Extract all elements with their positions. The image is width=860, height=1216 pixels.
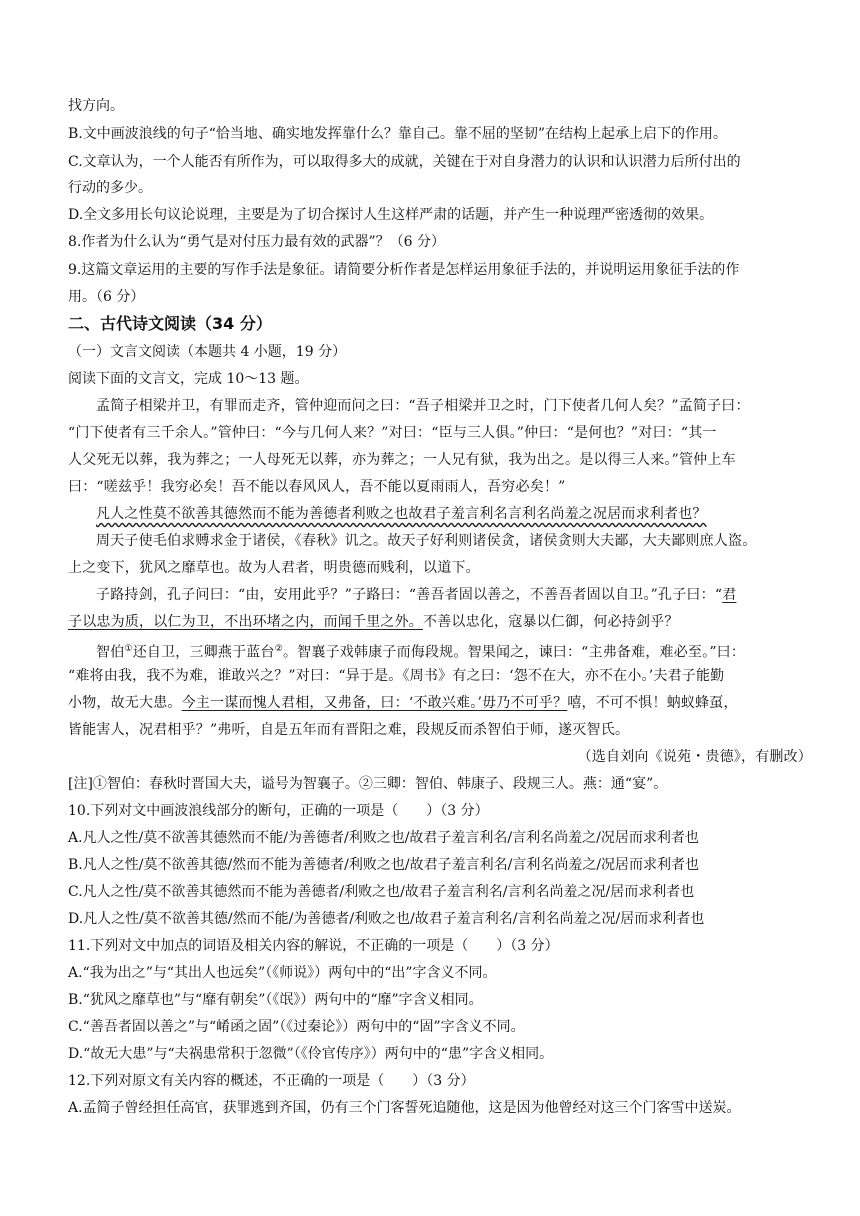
passage-text: 还自卫，三卿燕于蓝台	[132, 644, 275, 661]
passage-text: 智伯	[96, 644, 125, 661]
underlined-text: 今主一谋而愧人君相，又弗备，曰：‘不敢兴难。’毋乃不可乎？	[181, 695, 568, 711]
footnotes: [注]①智伯：春秋时晋国大夫，谥号为智襄子。②三卿：智伯、韩康子、段规三人。燕：通“宴”。	[68, 776, 668, 792]
question-9-cont: 用。（6 分）	[68, 289, 145, 305]
passage-source: （选自刘向《说苑・贵德》，有删改）	[577, 749, 812, 765]
passage-p4-line1	[96, 585, 736, 605]
option-c-cont: 行动的多少。	[68, 180, 152, 196]
option-c: C.文章认为，一个人能否有所作为，可以取得多大的成就，关键在于对自身潜力的认识和认识潜力后所付出的	[68, 154, 741, 170]
option-a-tail: 找方向。	[68, 98, 124, 114]
passage-text: 嘻，不可不惧！蚋蚁蜂虿，	[567, 695, 738, 711]
section-heading: 二、古代诗文阅读（34 分）	[68, 314, 272, 333]
passage-p4-line2	[68, 612, 679, 632]
passage-p5-line4: 皆能害人，况君相乎？”弗听，自是五年而有晋阳之难，段规反而杀智伯于师，遂灭智氏。	[68, 722, 630, 738]
question-9: 9.这篇文章运用的主要的写作手法是象征。请简要分析作者是怎样运用象征手法的，并说明运用象征手法的作	[68, 262, 740, 278]
q11-option-b: B.“犹风之靡草也”与“靡有朝矣”（《氓》）两句中的“靡”字含义相同。	[68, 992, 483, 1008]
q10-option-d: D.凡人之性/莫不欲善其德/然而不能/为善德者/利败之也/故君子羞言利名/言利名尚羞之况/居而求利者也	[68, 911, 705, 927]
question-12: 12.下列对原文有关内容的概述，不正确的一项是（ ）（3 分）	[68, 1073, 475, 1089]
passage-text: 小物，故无大患。	[68, 695, 182, 711]
subsection-heading: （一）文言文阅读（本题共 4 小题，19 分）	[68, 344, 347, 360]
underlined-text: 子以忠为质，以仁为卫，不出环堵之内，而闻千里之外。	[68, 614, 423, 630]
underlined-text: 君	[722, 587, 737, 603]
passage-p3-line1: 周天子使毛伯求赙求金于诸侯，《春秋》讥之。故天子好利则诸侯贪，诸侯贪则大夫鄙，大夫鄙则庶人盗。	[96, 533, 757, 549]
question-11: 11.下列对文中加点的词语及相关内容的解说，不正确的一项是（ ）（3 分）	[68, 938, 559, 954]
q10-option-c: C.凡人之性/莫不欲善其德然而不能为善德者/利败之也/故君子羞言利名/言利名尚羞之况/居而求利者也	[68, 884, 695, 900]
passage-text: 子路持剑，孔子问曰：“由，安用此乎？”子路曰：“善吾者固以善之，不善吾者固以自卫。”孔子曰：“	[96, 587, 723, 603]
passage-p2-wavy	[96, 504, 707, 524]
wavy-underlined-sentence: 凡人之性莫不欲善其德然而不能为善德者利败之也故君子羞言利名言利名尚羞之况居而求利者也？	[96, 506, 707, 522]
footnote-marker: ②	[274, 644, 283, 654]
q12-option-a: A.孟简子曾经担任高官，获罪逃到齐国，仍有三个门客誓死追随他，这是因为他曾经对这三个门客雪中送炭。	[68, 1100, 741, 1116]
passage-p5-line3	[68, 693, 738, 713]
question-10: 10.下列对文中画波浪线部分的断句，正确的一项是（ ）（3 分）	[68, 803, 489, 819]
passage-p1-line4: 曰：“嗟兹乎！我穷必矣！吾不能以春风风人，吾不能以夏雨雨人，吾穷必矣！”	[68, 479, 566, 495]
q10-option-a: A.凡人之性/莫不欲善其德然而不能/为善德者/利败之也/故君子羞言利名/言利名尚羞之/况居而求利者也	[68, 830, 699, 846]
passage-p5-line1	[96, 639, 745, 663]
reading-instruction: 阅读下面的文言文，完成 10～13 题。	[68, 371, 309, 387]
passage-p1-line1: 孟简子相梁并卫，有罪而走齐，管仲迎而问之曰：“吾子相梁并卫之时，门下使者几何人矣？”孟简子曰：	[96, 398, 750, 414]
passage-text: 。智襄子戏韩康子而侮段规。智果闻之，谏曰：“主弗备难，难必至。”曰：	[282, 644, 746, 661]
passage-p1-line3: 人父死无以葬，我为葬之；一人母死无以葬，亦为葬之；一人兄有狱，我为出之。是以得三人来。”管仲上车	[68, 452, 736, 468]
passage-text: 不善以忠化，寇暴以仁御，何必持剑乎？	[423, 614, 679, 630]
footnote-marker: ①	[124, 644, 133, 654]
passage-p3-line2: 上之变下，犹风之靡草也。故为人君者，明贵德而贱利，以道下。	[68, 560, 480, 576]
passage-p5-line2: “难将由我，我不为难，谁敢兴之？”对曰：“异于是。《周书》有之曰：‘怨不在大，亦不在小。’夫君子能勤	[68, 668, 725, 684]
q11-option-c: C.“善吾者固以善之”与“崤函之固”（《过秦论》）两句中的“固”字含义不同。	[68, 1019, 525, 1035]
q11-option-d: D.“故无大患”与“夫祸患常积于忽微”（《伶官传序》）两句中的“患”字含义相同。	[68, 1046, 554, 1062]
option-b: B.文中画波浪线的句子“恰当地、确实地发挥靠什么？靠自己。靠不屈的坚韧”在结构上起承上启下的作用。	[68, 126, 728, 142]
option-d: D.全文多用长句议论说理，主要是为了切合探讨人生这样严肃的话题，并产生一种说理严密透彻的效果。	[68, 207, 714, 223]
passage-p1-line2: “门下使者有三千余人。”管仲曰：“今与几何人来？”对曰：“臣与三人俱。”仲曰：“是何也？”对曰：“其一	[68, 425, 717, 441]
q11-option-a: A.“我为出之”与“其出人也远矣”（《师说》）两句中的“出”字含义不同。	[68, 965, 497, 981]
q10-option-b: B.凡人之性/莫不欲善其德/然而不能为善德者/利败之也/故君子羞言利名/言利名尚羞之/况居而求利者也	[68, 857, 700, 873]
question-8: 8.作者为什么认为“勇气是对付压力最有效的武器”？（6 分）	[68, 234, 446, 250]
